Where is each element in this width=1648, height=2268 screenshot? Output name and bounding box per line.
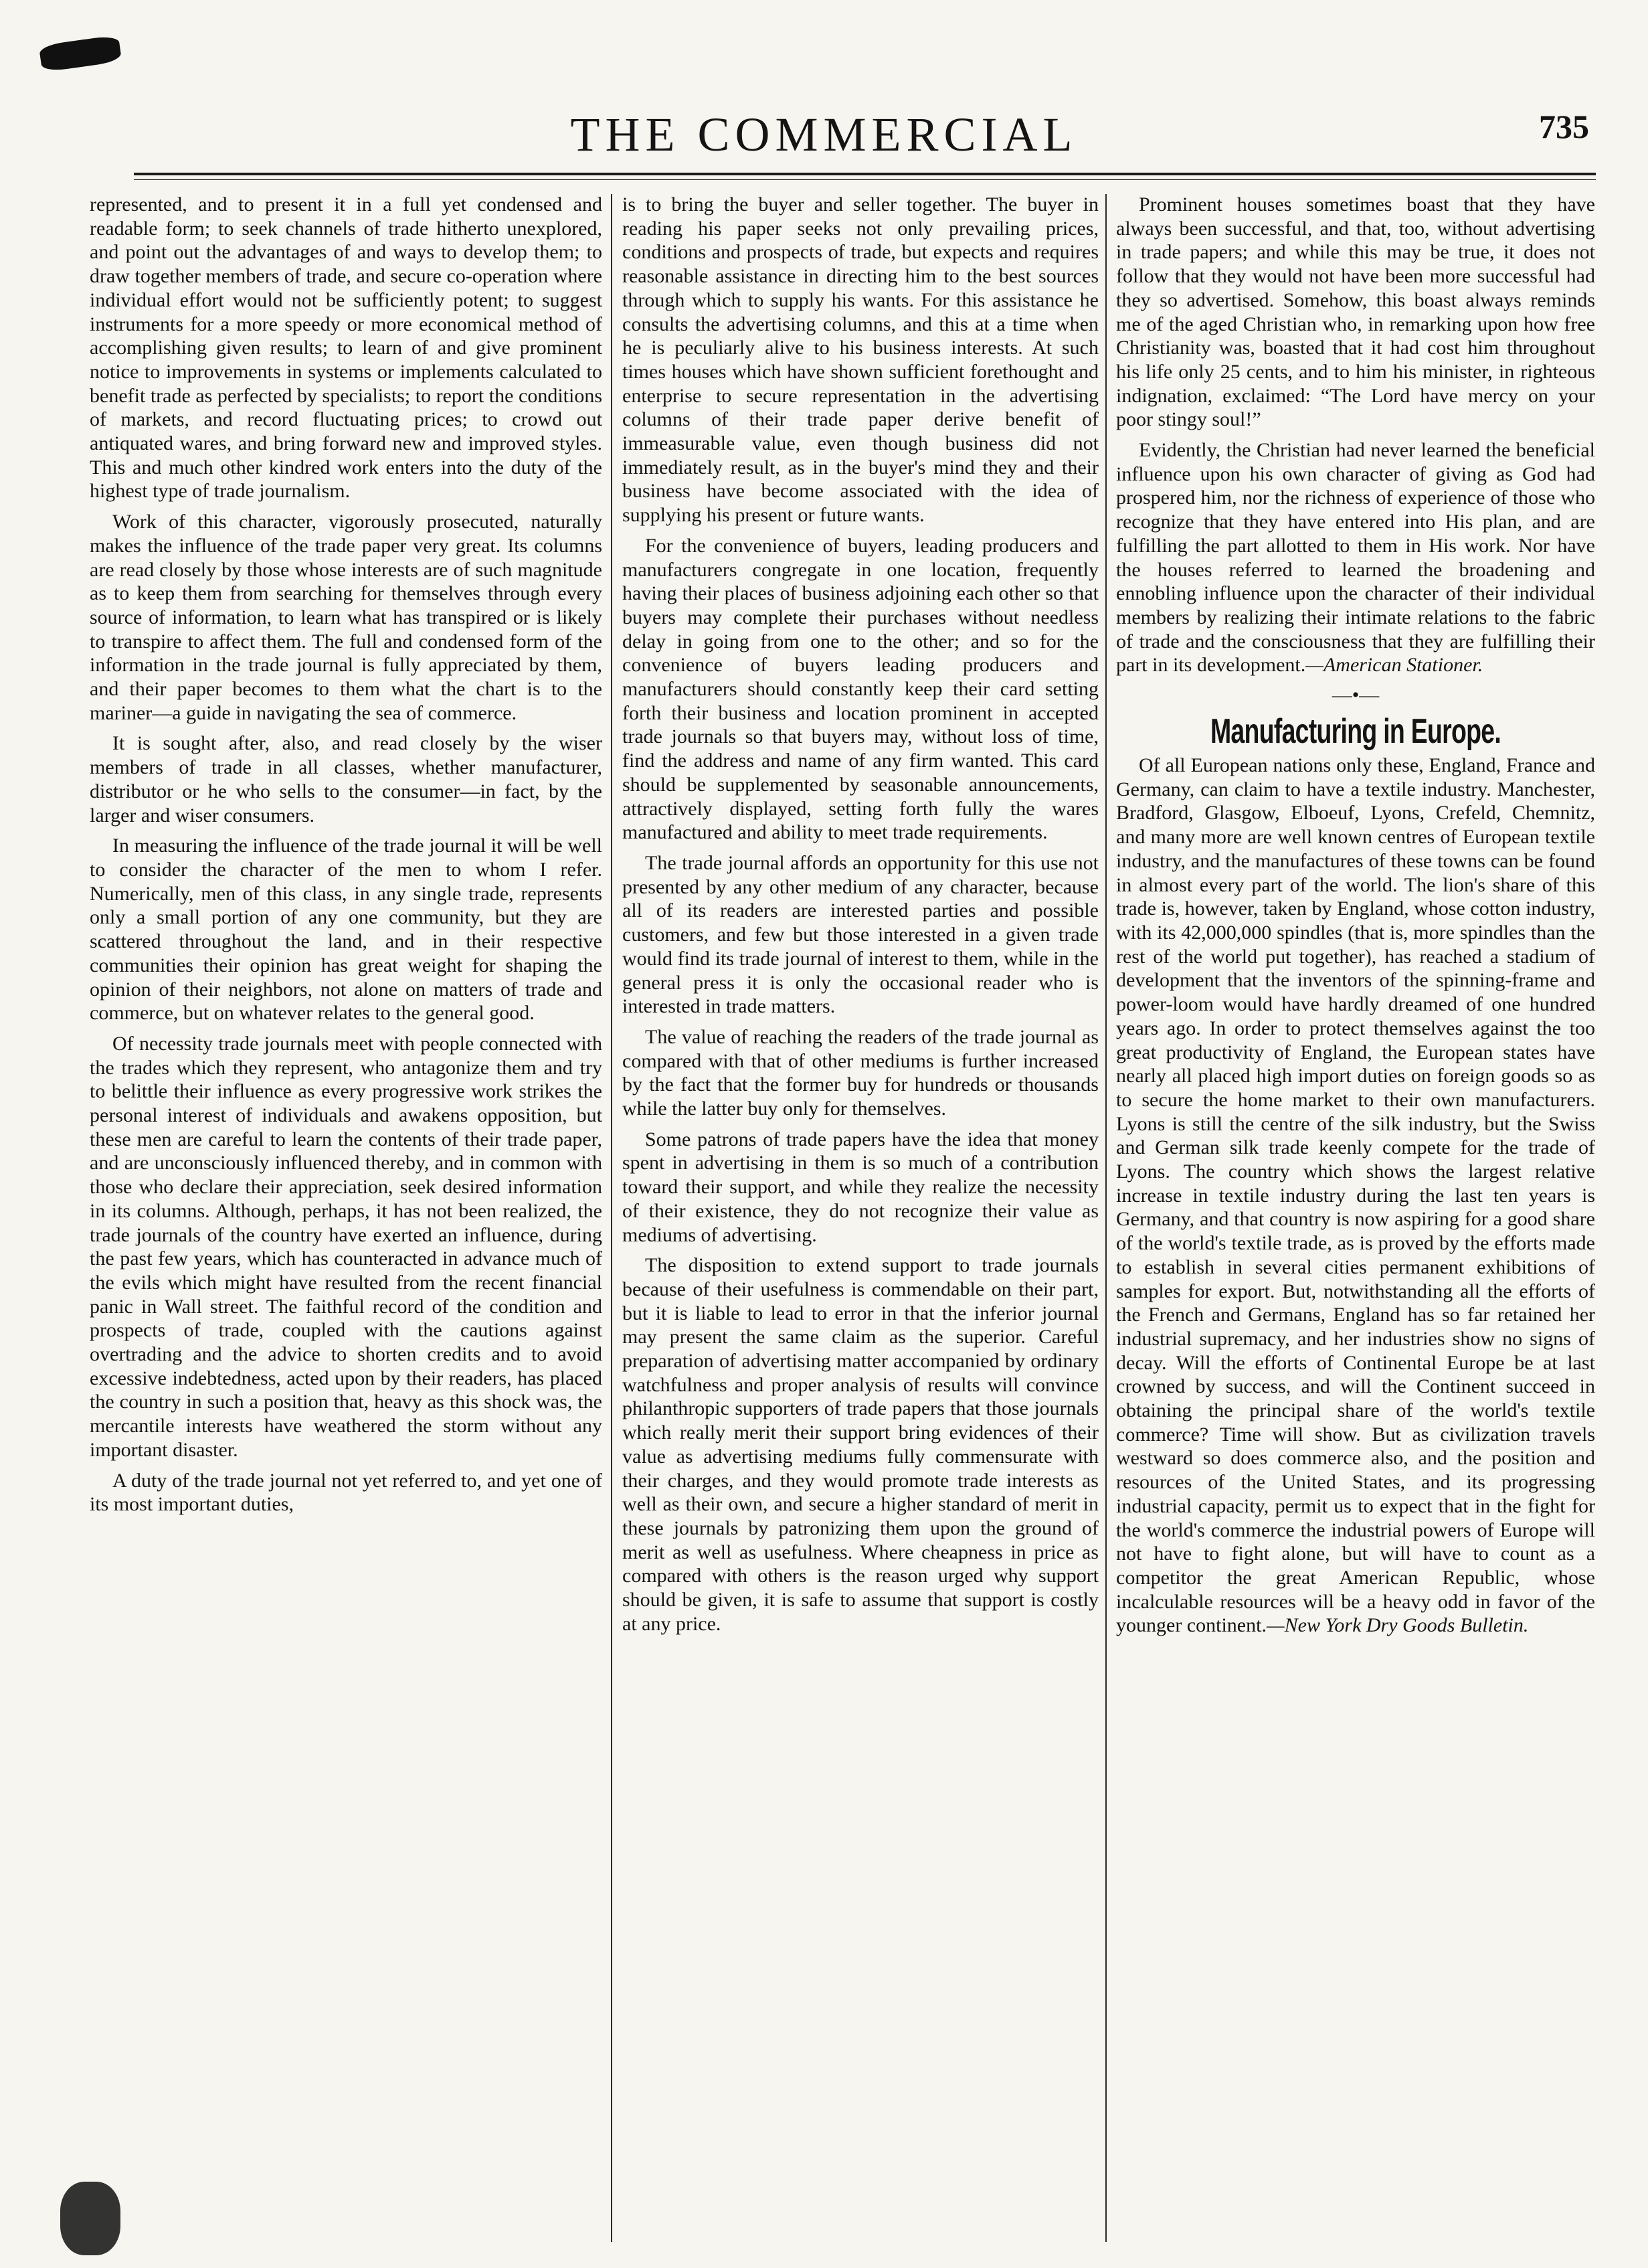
- paragraph-text: Of all European nations only these, England, France and Germany, can claim to have a textile industry. Manchester, Bradford, Glasgow, Elboeuf, Lyons, Crefeld, Chemnitz, and many more are well known centres of European textile industry, and the manufactures of these towns can be found in almost every part of the world. The lion's share of this trade is, however, taken by England, whose cotton industry, with its 42,000,000 spindles (that is, more spindles than the rest of the world put together), has reached a stadium of development that the inventors of the spinning-frame and power-loom would have hardly dreamed of one hundred years ago. In order to protect themselves against the too great productivity of England, the European states have nearly all placed high import duties on foreign goods so as to secure the home market to their own manufacturers. Lyons is still the centre of the silk industry, but the Swiss and German silk trade keenly compete for the trade of Lyons. The country which shows the largest relative increase in textile industry during the last ten years is Germany, and that country is now aspiring for a good share of the world's textile trade, as is proved by the efforts made to establish in several cities permanent exhibitions of samples for export. But, notwithstanding all the efforts of the French and Germans, England has so far retained her industrial supremacy, and her industries show no signs of decay. Will the efforts of Continental Europe be at last crowned by success, and will the Continent succeed in obtaining the principal share of the world's textile commerce? Time will show. But as civilization travels westward so does commerce also, and the position and resources of the United States, and its progressing industrial capacity, permit us to expect that in the fight for the world's commerce the industrial powers of Europe will not have to fight alone, but will have to count as a competitor the great American Republic, whose incalculable resources will be a heavy odd in favor of the younger continent.: [1116, 754, 1595, 1637]
- paragraph: [1116, 754, 1595, 1638]
- section-divider: —•—: [1332, 684, 1380, 707]
- paragraph-text: Evidently, the Christian had never learned the beneficial influence upon his own character of giving as God had prospered him, nor the richness of experience of those who recognize that they have entered into His plan, and are fulfilling the part allotted to them in His work. Nor have the houses referred to learned the broadening and ennobling influence upon the character of their individual members by realizing their intimate relations to the fabric of trade and the consciousness that they are fulfilling their part in its development.: [1116, 439, 1595, 677]
- header-rule: [134, 173, 1596, 175]
- column-1: [90, 193, 602, 2241]
- column-3: [1116, 193, 1595, 2241]
- paragraph: It is sought after, also, and read closely by the wiser members of trade in all classes, whether manufacturer, distributor or he who sells to the consumer—in fact, by the larger and wiser consumers.: [90, 732, 602, 826]
- paragraph: Prominent houses sometimes boast that they have always been successful, and that, too, without advertising in trade papers; and while this may be true, it does not follow that they would not have been more successful had they so advertised. Somehow, this boast always reminds me of the aged Christian who, in remarking upon how free Christianity was, boasted that it had cost him throughout his life only 25 cents, and to him his minister, in righteous indignation, exclaimed: “The Lord have mercy on your poor stingy soul!”: [1116, 193, 1595, 431]
- page-number: 735: [1539, 108, 1589, 145]
- article-heading: Manufacturing in Europe.: [1210, 712, 1501, 752]
- paragraph: represented, and to present it in a full yet condensed and readable form; to seek channels of trade hitherto unexplored, and point out the advantages of and ways to develop them; to draw together members of trade, and secure co-operation where individual effort would not be sufficiently potent; to suggest instruments for a more speedy or more economical method of accomplishing given results; to learn of and give prominent notice to improvements in systems or implements calculated to benefit trade as perfected by specialists; to report the conditions of markets, and record fluctuating prices; to crowd out antiquated wares, and bring forward new and improved styles. This and much other kindred work enters into the duty of the highest type of trade journalism.: [90, 193, 602, 503]
- paragraph: The disposition to extend support to trade journals because of their usefulness is commendable on their part, but it is liable to lead to error in that the inferior journal may present the same claim as the superior. Careful preparation of advertising matter accompanied by ordinary watchfulness and proper analysis of results will convince philanthropic supporters of trade papers that those journals which really merit their support bring evidences of their value as advertising mediums fully commensurate with their charges, and they would promote trade interests as well as their own, and secure a higher standard of merit in these journals by patronizing them upon the ground of merit as well as usefulness. Where cheapness in price as compared with others is the reason urged why support should be given, it is safe to assume that support is costly at any price.: [622, 1254, 1099, 1635]
- paragraph: Work of this character, vigorously prosecuted, naturally makes the influence of the trade paper very great. Its columns are read closely by those whose interests are of such magnitude as to keep them from searching for themselves through every source of information, to learn what has transpired or is likely to transpire to affect them. The full and condensed form of the information in the trade journal is fully appreciated by them, and their paper becomes to them what the chart is to the mariner—a guide in navigating the sea of commerce.: [90, 511, 602, 724]
- paragraph: The trade journal affords an opportunity for this use not presented by any other medium of any character, because all of its readers are interested parties and possible customers, and few but those interested in a given trade would find its trade journal of interest to them, while in the general press it is only the occasional reader who is interested in trade matters.: [622, 851, 1099, 1018]
- attribution: —New York Dry Goods Bulletin.: [1266, 1614, 1529, 1637]
- paragraph: A duty of the trade journal not yet referred to, and yet one of its most important duties,: [90, 1469, 602, 1516]
- column-2: [622, 193, 1099, 2241]
- paragraph: Some patrons of trade papers have the idea that money spent in advertising in them is so much of a contribution toward their support, and while they realize the necessity of their existence, they do not recognize their value as mediums of advertising.: [622, 1128, 1099, 1246]
- paragraph: In measuring the influence of the trade journal it will be well to consider the character of the men to whom I refer. Numerically, men of this class, in any single trade, represents only a small portion of any one community, but they are scattered throughout the land, and in their respective communities their opinion has great weight for shaping the opinion of their neighbors, not alone on matters of trade and commerce, but on whatever relates to the general good.: [90, 835, 602, 1025]
- column-divider-1: [611, 194, 612, 2242]
- paragraph: Of necessity trade journals meet with people connected with the trades which they represent, who antagonize them and try to belittle their influence as every progressive work strikes the personal interest of individuals and awakens opposition, but these men are careful to learn the contents of their trade paper, and are unconsciously influenced thereby, and in common with those who declare their appreciation, seek desired information in its columns. Although, perhaps, it has not been realized, the trade journals of the country have exerted an influence, during the past few years, which has counteracted in advance much of the evils which might have resulted from the recent financial panic in Wall street. The faithful record of the condition and prospects of trade, coupled with the cautions against overtrading and the advice to shorten credits and to avoid excessive indebtedness, acted upon by their readers, has placed the country in such a position that, heavy as this shock was, the mercantile interests have weathered the storm without any important disaster.: [90, 1032, 602, 1461]
- attribution: —American Stationer.: [1305, 654, 1483, 677]
- scan-blot: [60, 2182, 120, 2255]
- column-divider-2: [1105, 194, 1107, 2242]
- paragraph: For the convenience of buyers, leading producers and manufacturers congregate in one location, frequently having their places of business adjoining each other so that buyers may complete their purchases without needless delay in going from one to the other; and so for the convenience of buyers leading producers and manufacturers should constantly keep their card setting forth their business and location prominent in accepted trade journals so that buyers may, without loss of time, find the address and name of any firm wanted. This card should be supplemented by seasonable announcements, attractively displayed, setting forth fully the wares manufactured and ability to meet trade requirements.: [622, 534, 1099, 844]
- publication-title: THE COMMERCIAL: [570, 108, 1078, 161]
- scan-blot: [39, 35, 122, 72]
- paragraph: is to bring the buyer and seller together. The buyer in reading his paper seeks not only prevailing prices, conditions and prospects of trade, but expects and requires reasonable assistance in directing him to the best sources through which to supply his wants. For this assistance he consults the advertising columns, and this at a time when he is peculiarly alive to his business interests. At such times houses which have shown sufficient forethought and enterprise to secure representation in the advertising columns of their trade paper derive benefit of immeasurable value, even though business did not immediately result, as in the buyer's mind they and their business have become associated with the idea of supplying his present or future wants.: [622, 193, 1099, 527]
- masthead: [0, 100, 1648, 167]
- paragraph: The value of reaching the readers of the trade journal as compared with that of other mediums is further increased by the fact that the former buy for hundreds or thousands while the latter buy only for themselves.: [622, 1025, 1099, 1120]
- paragraph: [1116, 438, 1595, 677]
- header-rule-thin: [134, 179, 1596, 180]
